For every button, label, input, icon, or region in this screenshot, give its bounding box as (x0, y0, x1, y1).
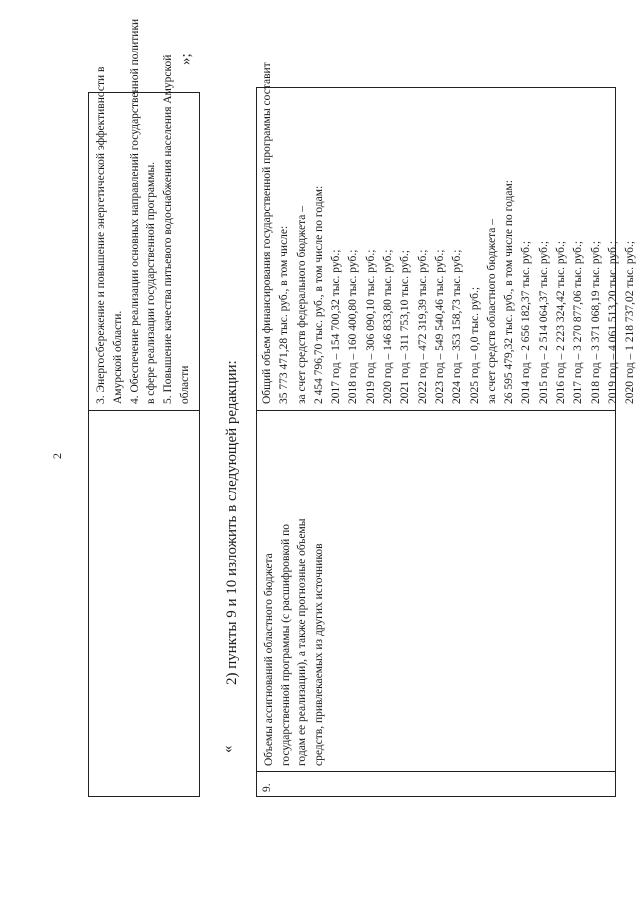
row-value (259, 62, 640, 404)
table-row: 3. Энергосбережение и повышение энергетической эффективности в (95, 66, 107, 404)
table-row: области (178, 365, 191, 404)
page-number: 2 (50, 453, 64, 459)
label-line: Объемы ассигнований областного бюджета (263, 553, 275, 766)
value-line: 2023 год – 549 540,46 тыс. руб.; (433, 249, 446, 404)
value-line: 2024 год – 353 158,73 тыс. руб.; (451, 249, 464, 404)
value-line: 2 454 796,70 тыс. руб., в том числе по годам: (312, 185, 325, 404)
table-row: в сфере реализации государственной программы. (145, 161, 158, 404)
section-heading: 2) пункты 9 и 10 изложить в следующей редакции: (224, 360, 240, 685)
value-line: 2018 год – 160 400,80 тыс. руб.; (347, 249, 360, 404)
closing-quote: »; (178, 53, 194, 65)
value-line: 2020 год – 1 218 737,02 тыс. руб.; (624, 240, 637, 404)
value-line: 26 595 479,32 тыс. руб., в том числе по годам: (503, 180, 516, 404)
column-divider (257, 771, 615, 772)
value-line: 2017 год – 154 700,32 тыс. руб.; (330, 249, 343, 404)
value-line: 2021 год – 311 753,10 тыс. руб.; (399, 250, 412, 404)
column-divider (89, 410, 199, 411)
value-line: 2017 год – 3 270 877,06 тыс. руб.; (572, 240, 585, 404)
value-line: Общий объем финансирования государственной программы составит (261, 62, 273, 404)
value-line: за счет средств областного бюджета – (485, 218, 498, 404)
table-row: 4. Обеспечение реализации основных направлений государственной политики (128, 18, 141, 404)
value-line: 2016 год – 2 223 324,42 тыс. руб.; (555, 240, 568, 404)
table-row: 5. Повышение качества питьевого водоснабжения населения Амурской (162, 54, 175, 404)
opening-quote: « (220, 745, 236, 753)
value-line: 2022 год – 472 319,39 тыс. руб.; (416, 249, 429, 404)
value-line: 2019 год – 306 090,10 тыс. руб.; (364, 249, 377, 404)
label-line: годам ее реализации), а также прогнозные объемы (296, 518, 308, 766)
label-line: государственной программы (с расшифровкой по (279, 523, 292, 766)
value-line: 2025 год – 0,0 тыс. руб.; (468, 286, 481, 404)
row-number: 9. (261, 783, 273, 792)
table-row: Амурской области. (111, 310, 124, 404)
row-label (261, 519, 327, 766)
bottom-table (256, 62, 637, 797)
top-table (88, 18, 200, 797)
value-line: 2015 год – 2 514 064,37 тыс. руб.; (537, 240, 550, 404)
label-line: средств, привлекаемых из других источников (312, 543, 325, 766)
value-line: 2020 год – 146 833,80 тыс. руб.; (382, 249, 395, 404)
value-line: 2018 год – 3 371 068,19 тыс. руб.; (589, 240, 602, 404)
top-table-text (93, 19, 194, 404)
value-line: 35 773 471,28 тыс. руб., в том числе: (278, 225, 291, 404)
value-line: 2014 год – 2 656 182,37 тыс. руб.; (520, 240, 533, 404)
value-line: 2019 год – 4 061 513,20 тыс. руб.; (606, 240, 619, 404)
value-line: за счет средств федерального бюджета – (295, 205, 308, 404)
column-divider (257, 410, 615, 411)
